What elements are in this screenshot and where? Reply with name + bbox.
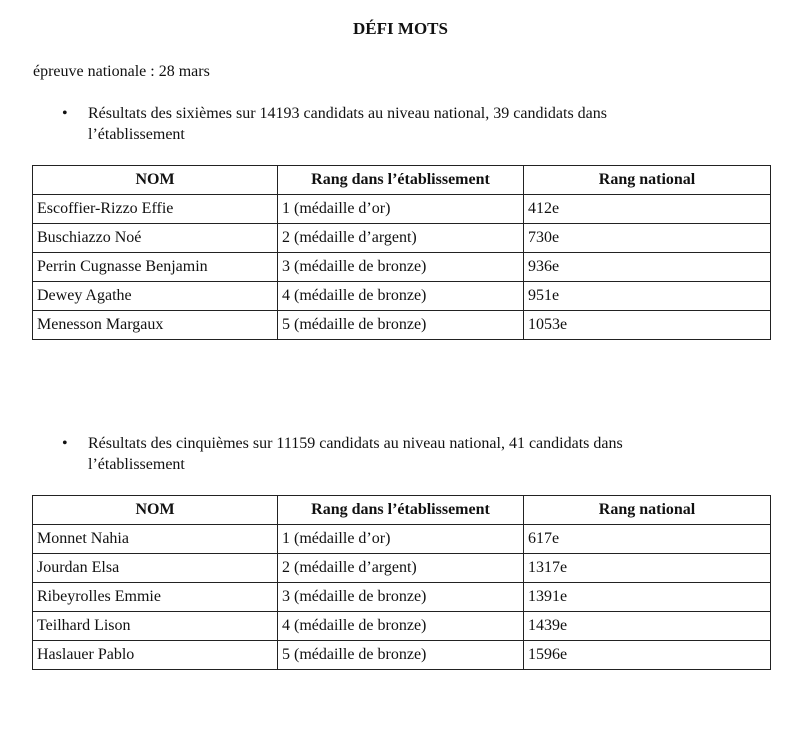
section-intro-line: Résultats des sixièmes sur 14193 candidats au niveau national, 39 candidats dans [88,105,607,122]
cell-national-rank: 951e [524,282,771,311]
cell-name: Ribeyrolles Emmie [33,583,278,612]
table-row [33,554,771,583]
table-header-row [33,496,771,525]
cell-national-rank: 1439e [524,612,771,641]
cell-school-rank: 4 (médaille de bronze) [278,282,524,311]
section-intro-line: l’établissement [88,456,185,473]
cell-school-rank: 5 (médaille de bronze) [278,311,524,340]
table-row [33,525,771,554]
cell-national-rank: 617e [524,525,771,554]
cell-name: Escoffier-Rizzo Effie [33,195,278,224]
column-header-name: NOM [33,496,278,525]
cell-name: Haslauer Pablo [33,641,278,670]
cell-national-rank: 1596e [524,641,771,670]
cell-national-rank: 1391e [524,583,771,612]
cell-school-rank: 3 (médaille de bronze) [278,253,524,282]
cell-school-rank: 1 (médaille d’or) [278,525,524,554]
cell-national-rank: 1317e [524,554,771,583]
table-row [33,641,771,670]
cell-name: Monnet Nahia [33,525,278,554]
section-intro-line: Résultats des cinquièmes sur 11159 candidats au niveau national, 41 candidats dans [88,435,623,452]
column-header-school-rank: Rang dans l’établissement [278,496,524,525]
cell-national-rank: 1053e [524,311,771,340]
table-row [33,612,771,641]
section-intro-line: l’établissement [88,126,185,143]
cell-school-rank: 1 (médaille d’or) [278,195,524,224]
cell-name: Jourdan Elsa [33,554,278,583]
column-header-name: NOM [33,166,278,195]
table-row [33,253,771,282]
cell-name: Dewey Agathe [33,282,278,311]
document-title: DÉFI MOTS [353,19,448,38]
cell-name: Buschiazzo Noé [33,224,278,253]
column-header-national-rank: Rang national [524,166,771,195]
cell-national-rank: 412e [524,195,771,224]
table-row [33,195,771,224]
bullet-icon: • [62,435,68,452]
section-intro-text [88,103,728,145]
column-header-school-rank: Rang dans l’établissement [278,166,524,195]
cell-school-rank: 2 (médaille d’argent) [278,224,524,253]
cell-school-rank: 2 (médaille d’argent) [278,554,524,583]
cell-school-rank: 5 (médaille de bronze) [278,641,524,670]
table-row [33,282,771,311]
cell-name: Perrin Cugnasse Benjamin [33,253,278,282]
cell-name: Teilhard Lison [33,612,278,641]
table-row [33,583,771,612]
bullet-icon: • [62,105,68,122]
column-header-national-rank: Rang national [524,496,771,525]
cell-school-rank: 3 (médaille de bronze) [278,583,524,612]
results-table-sixth-grade [32,165,771,340]
cell-national-rank: 730e [524,224,771,253]
cell-school-rank: 4 (médaille de bronze) [278,612,524,641]
table-row [33,311,771,340]
section-intro-text [88,433,728,475]
cell-name: Menesson Margaux [33,311,278,340]
results-table-fifth-grade [32,495,771,670]
event-date-line: épreuve nationale : 28 mars [33,63,210,80]
cell-national-rank: 936e [524,253,771,282]
table-header-row [33,166,771,195]
table-row [33,224,771,253]
